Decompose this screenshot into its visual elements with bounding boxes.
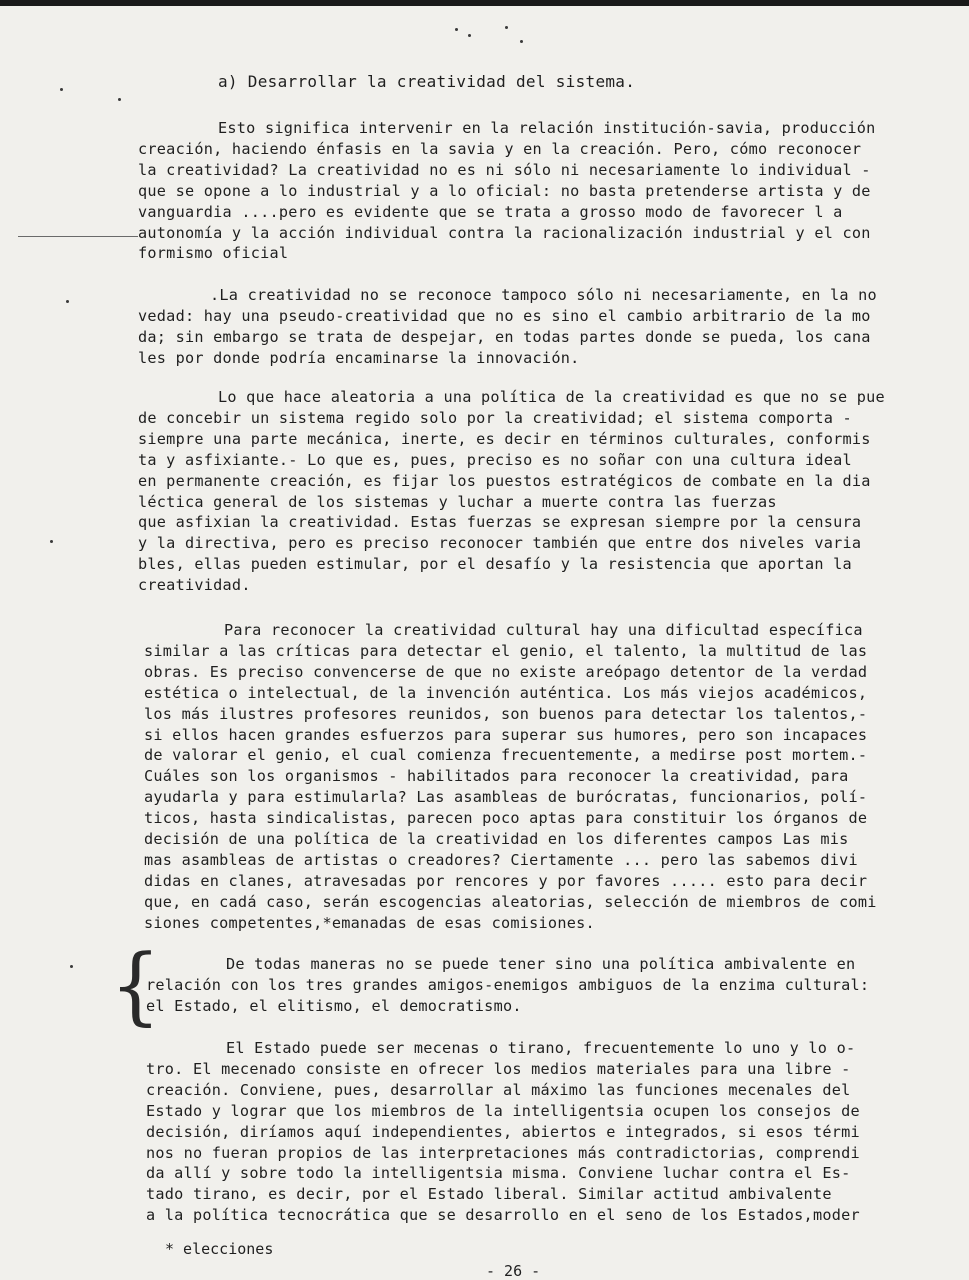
text-line: da allí y sobre todo la intelligentsia misma. Conviene luchar contra el Es- — [146, 1164, 851, 1183]
text-line: en permanente creación, es fijar los puestos estratégicos de combate en la dia — [138, 471, 871, 490]
text-line: que asfixian la creatividad. Estas fuerzas se expresan siempre por la censura — [138, 513, 862, 532]
scan-speck — [118, 98, 121, 101]
text-line: El Estado puede ser mecenas o tirano, frecuentemente lo uno y lo o- — [226, 1039, 856, 1057]
scan-speck — [505, 26, 508, 29]
text-line: mas asambleas de artistas o creadores? Ciertamente ... pero las sabemos divi — [144, 850, 858, 869]
text-line: tado tirano, es decir, por el Estado liberal. Similar actitud ambivalente — [146, 1185, 832, 1204]
text-line: similar a las críticas para detectar el genio, el talento, la multitud de las — [144, 641, 868, 660]
text-line: Estado y lograr que los miembros de la intelligentsia ocupen los consejos de — [146, 1101, 860, 1120]
text-line: vedad: hay una pseudo-creatividad que no es sino el cambio arbitrario de la mo — [138, 306, 871, 325]
scan-speck — [66, 300, 69, 303]
text-line: el Estado, el elitismo, el democratismo. — [146, 996, 522, 1015]
text-line: la creatividad? La creatividad no es ni sólo ni necesariamente lo individual - — [138, 160, 871, 179]
text-line: Esto significa intervenir en la relación institución-savia, producción — [218, 119, 876, 137]
text-line: decisión, diríamos aquí independientes, abiertos e integrados, si esos térmi — [146, 1122, 860, 1141]
text-line: formismo oficial — [138, 244, 289, 263]
text-line: y la directiva, pero es preciso reconocer también que entre dos niveles varia — [138, 534, 862, 553]
text-line: ayudarla y para estimularla? Las asambleas de burócratas, funcionarios, polí- — [144, 788, 868, 807]
text-line: que, en cadá caso, serán escogencias aleatorias, selección de miembros de comi — [144, 892, 877, 911]
text-line: ta y asfixiante.- Lo que es, pues, preciso es no soñar con una cultura ideal — [138, 450, 852, 469]
text-line: creación, haciendo énfasis en la savia y en la creación. Pero, cómo reconocer — [138, 139, 862, 158]
text-line: bles, ellas pueden estimular, por el desafío y la resistencia que aportan la — [138, 555, 852, 574]
margin-brace: { — [110, 936, 161, 1035]
text-line: ticos, hasta sindicalistas, parecen poco aptas para constituir los órganos de — [144, 809, 868, 828]
text-line: .La creatividad no se reconoce tampoco sólo ni necesariamente, en la no — [210, 286, 877, 304]
scan-speck — [50, 540, 53, 543]
scan-speck — [455, 28, 458, 31]
text-line: los más ilustres profesores reunidos, son buenos para detectar los talentos,- — [144, 704, 868, 723]
text-line: Para reconocer la creatividad cultural hay una dificultad específica — [224, 621, 863, 639]
scan-speck — [70, 965, 73, 968]
scan-speck — [60, 88, 63, 91]
text-line: creatividad. — [138, 576, 251, 595]
text-line: da; sin embargo se trata de despejar, en todas partes donde se pueda, los cana — [138, 327, 871, 346]
text-line: les por donde podría encaminarse la innovación. — [138, 348, 580, 367]
text-line: obras. Es preciso convencerse de que no existe areópago detentor de la verdad — [144, 662, 868, 681]
text-line: creación. Conviene, pues, desarrollar al máximo las funciones mecenales del — [146, 1080, 851, 1099]
scan-speck — [468, 34, 471, 37]
text-line: siempre una parte mecánica, inerte, es decir en términos culturales, conformis — [138, 429, 871, 448]
text-line: a la política tecnocrática que se desarrollo en el seno de los Estados,moder — [146, 1206, 860, 1225]
text-line: relación con los tres grandes amigos-enemigos ambiguos de la enzima cultural: — [146, 975, 870, 994]
text-line: siones competentes,*emanadas de esas comisiones. — [144, 913, 595, 932]
text-line: que se opone a lo industrial y a lo oficial: no basta pretenderse artista y de — [138, 181, 871, 200]
text-line: si ellos hacen grandes esfuerzos para superar sus humores, pero son incapaces — [144, 725, 868, 744]
text-line: decisión de una política de la creatividad en los diferentes campos Las mis — [144, 830, 849, 848]
text-line: de valorar el genio, el cual comienza frecuentemente, a medirse post mortem.- — [144, 746, 868, 765]
text-line: Lo que hace aleatoria a una política de la creatividad es que no se pue — [218, 388, 885, 406]
text-line: léctica general de los sistemas y luchar a muerte contra las fuerzas — [138, 492, 777, 511]
text-line: Cuáles son los organismos - habilitados para reconocer la creatividad, para — [144, 767, 849, 786]
text-line: autonomía y la acción individual contra la racionalización industrial y el con — [138, 223, 871, 242]
scan-speck — [520, 40, 523, 43]
text-line: didas en clanes, atravesadas por rencores y por favores ..... esto para decir — [144, 871, 868, 890]
text-line: de concebir un sistema regido solo por la creatividad; el sistema comporta - — [138, 408, 852, 427]
text-line: tro. El mecenado consiste en ofrecer los medios materiales para una libre - — [146, 1059, 851, 1078]
page-number: - 26 - — [486, 1262, 541, 1280]
margin-mark — [18, 236, 138, 237]
scan-top-edge — [0, 0, 969, 6]
text-line: nos no fueran propios de las interpretaciones más contradictorias, comprendi — [146, 1143, 860, 1162]
text-line: vanguardia ....pero es evidente que se trata a grosso modo de favorecer l a — [138, 202, 843, 221]
section-heading: a) Desarrollar la creatividad del sistema. — [218, 72, 636, 91]
text-line: estética o intelectual, de la invención auténtica. Los más viejos académicos, — [144, 683, 868, 702]
footnote: * elecciones — [165, 1240, 274, 1258]
text-line: De todas maneras no se puede tener sino una política ambivalente en — [226, 955, 856, 973]
